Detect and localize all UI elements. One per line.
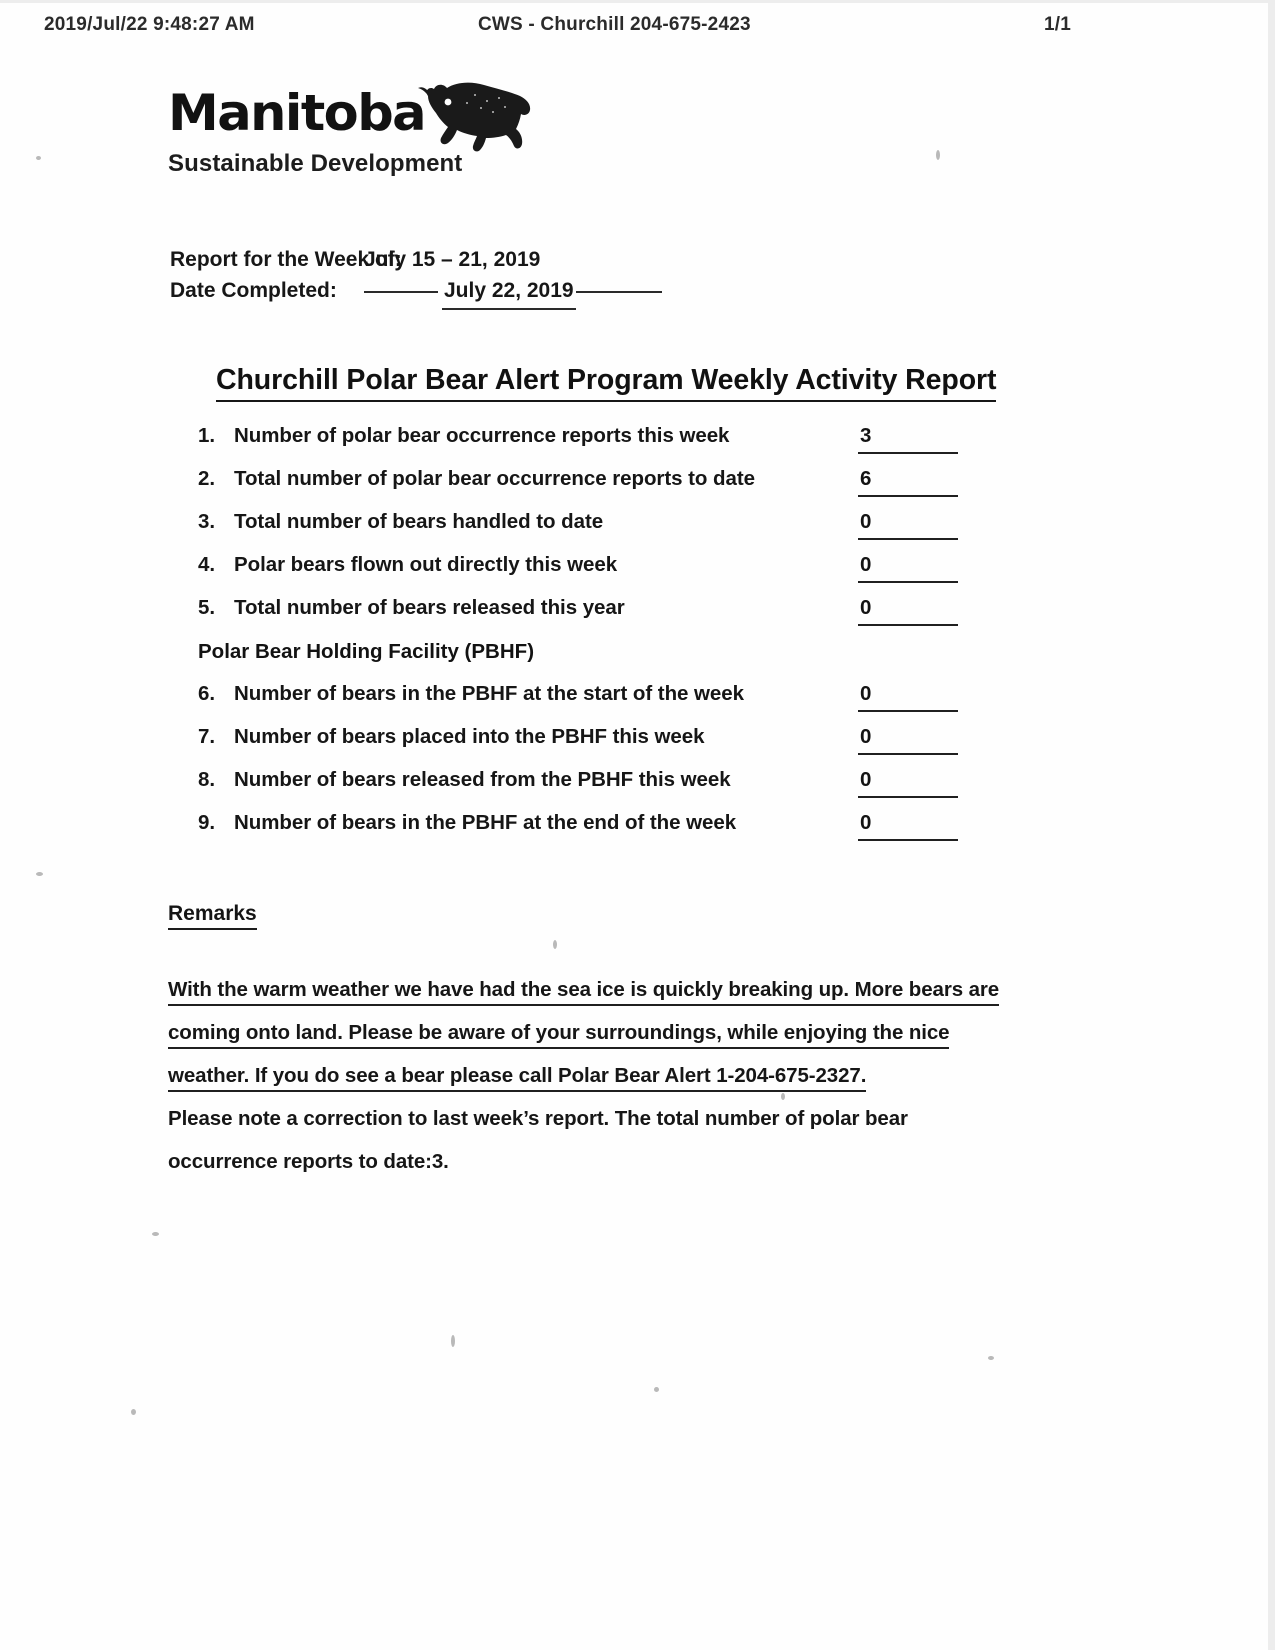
fax-page-indicator: 1/1 xyxy=(1044,14,1072,35)
report-week-row xyxy=(170,244,662,275)
pbhf-section-heading: Polar Bear Holding Facility (PBHF) xyxy=(198,640,535,663)
item-answer-value: 0 xyxy=(860,510,872,533)
item-label: Number of bears in the PBHF at the end of the week xyxy=(234,811,737,834)
date-completed-row xyxy=(170,275,662,310)
item-answer-field[interactable] xyxy=(858,596,958,626)
scan-speck xyxy=(988,1356,994,1360)
remarks-line-text: occurrence reports to date:3. xyxy=(168,1150,449,1173)
item-label: Number of polar bear occurrence reports this week xyxy=(234,424,730,447)
item-number: 3. xyxy=(198,510,216,533)
remarks-line xyxy=(168,1061,1048,1104)
remarks-line-text: With the warm weather we have had the sea ice is quickly breaking up. More bears are xyxy=(168,978,999,1006)
item-answer-field[interactable] xyxy=(858,467,958,497)
item-answer-field[interactable] xyxy=(858,424,958,454)
bison-icon xyxy=(416,80,534,152)
scan-speck xyxy=(654,1387,659,1392)
manitoba-logo-block xyxy=(168,84,588,177)
pbhf-item-row xyxy=(198,768,958,811)
remarks-line-text: Please note a correction to last week’s report. The total number of polar bear xyxy=(168,1107,908,1130)
item-answer-value: 0 xyxy=(860,725,872,748)
item-answer-field[interactable] xyxy=(858,768,958,798)
report-meta-block xyxy=(170,244,662,310)
date-completed-blank-right xyxy=(576,291,662,293)
scan-edge-top xyxy=(0,0,1275,3)
scan-speck xyxy=(936,150,940,160)
scan-speck xyxy=(152,1232,159,1236)
scan-speck xyxy=(131,1409,136,1415)
item-label: Total number of polar bear occurrence reports to date xyxy=(234,467,755,490)
date-completed-blank-left xyxy=(364,291,438,293)
item-answer-value: 3 xyxy=(860,424,872,447)
report-week-value: July 15 – 21, 2019 xyxy=(364,248,541,271)
fax-transmission-header xyxy=(0,14,1275,44)
date-completed-value: July 22, 2019 xyxy=(442,275,576,310)
remarks-line-text: weather. If you do see a bear please call Polar Bear Alert 1-204-675-2327. xyxy=(168,1064,866,1092)
scan-speck xyxy=(451,1335,455,1347)
activity-item-row xyxy=(198,467,958,510)
activity-item-row xyxy=(198,424,958,467)
pbhf-item-row xyxy=(198,682,958,725)
wordmark-row xyxy=(168,84,588,150)
item-answer-field[interactable] xyxy=(858,682,958,712)
activity-item-row xyxy=(198,553,958,596)
item-answer-value: 0 xyxy=(860,811,872,834)
remarks-line xyxy=(168,1104,1048,1147)
remarks-line xyxy=(168,975,1048,1018)
report-week-label: Report for the Week of: xyxy=(170,248,402,271)
item-label: Number of bears in the PBHF at the start of the week xyxy=(234,682,744,705)
item-label: Polar bears flown out directly this week xyxy=(234,553,618,576)
scan-speck xyxy=(553,940,557,949)
remarks-line xyxy=(168,1018,1048,1061)
item-number: 6. xyxy=(198,682,216,705)
item-label: Total number of bears released this year xyxy=(234,596,625,619)
remarks-heading: Remarks xyxy=(168,902,257,930)
item-number: 2. xyxy=(198,467,216,490)
activity-item-row xyxy=(198,596,958,639)
page-title: Churchill Polar Bear Alert Program Weekly Activity Report xyxy=(216,364,996,402)
item-number: 4. xyxy=(198,553,216,576)
item-answer-field[interactable] xyxy=(858,510,958,540)
item-number: 8. xyxy=(198,768,216,791)
department-name: Sustainable Development xyxy=(168,150,463,177)
remarks-line-text: coming onto land. Please be aware of your surroundings, while enjoying the nice xyxy=(168,1021,949,1049)
date-completed-label: Date Completed: xyxy=(170,279,337,302)
item-number: 1. xyxy=(198,424,216,447)
item-label: Number of bears placed into the PBHF this week xyxy=(234,725,705,748)
item-answer-field[interactable] xyxy=(858,553,958,583)
item-answer-value: 6 xyxy=(860,467,872,490)
scan-speck xyxy=(36,872,43,876)
pbhf-item-row xyxy=(198,811,958,854)
item-label: Number of bears released from the PBHF this week xyxy=(234,768,731,791)
item-answer-value: 0 xyxy=(860,768,872,791)
remarks-line xyxy=(168,1147,1048,1190)
remarks-body xyxy=(168,975,1048,1190)
item-answer-field[interactable] xyxy=(858,725,958,755)
scan-speck xyxy=(36,156,41,160)
item-answer-value: 0 xyxy=(860,553,872,576)
pbhf-item-row xyxy=(198,725,958,768)
manitoba-wordmark: Manitoba xyxy=(168,84,426,142)
item-answer-value: 0 xyxy=(860,596,872,619)
activity-items-list xyxy=(198,424,958,854)
item-answer-field[interactable] xyxy=(858,811,958,841)
item-label: Total number of bears handled to date xyxy=(234,510,604,533)
activity-item-row xyxy=(198,510,958,553)
scan-edge-right xyxy=(1268,0,1275,1650)
item-answer-value: 0 xyxy=(860,682,872,705)
fax-timestamp: 2019/Jul/22 9:48:27 AM xyxy=(44,14,255,35)
fax-source-line: CWS - Churchill 204-675-2423 xyxy=(478,14,751,35)
item-number: 7. xyxy=(198,725,216,748)
item-number: 5. xyxy=(198,596,216,619)
item-number: 9. xyxy=(198,811,216,834)
scan-speck xyxy=(781,1093,785,1100)
